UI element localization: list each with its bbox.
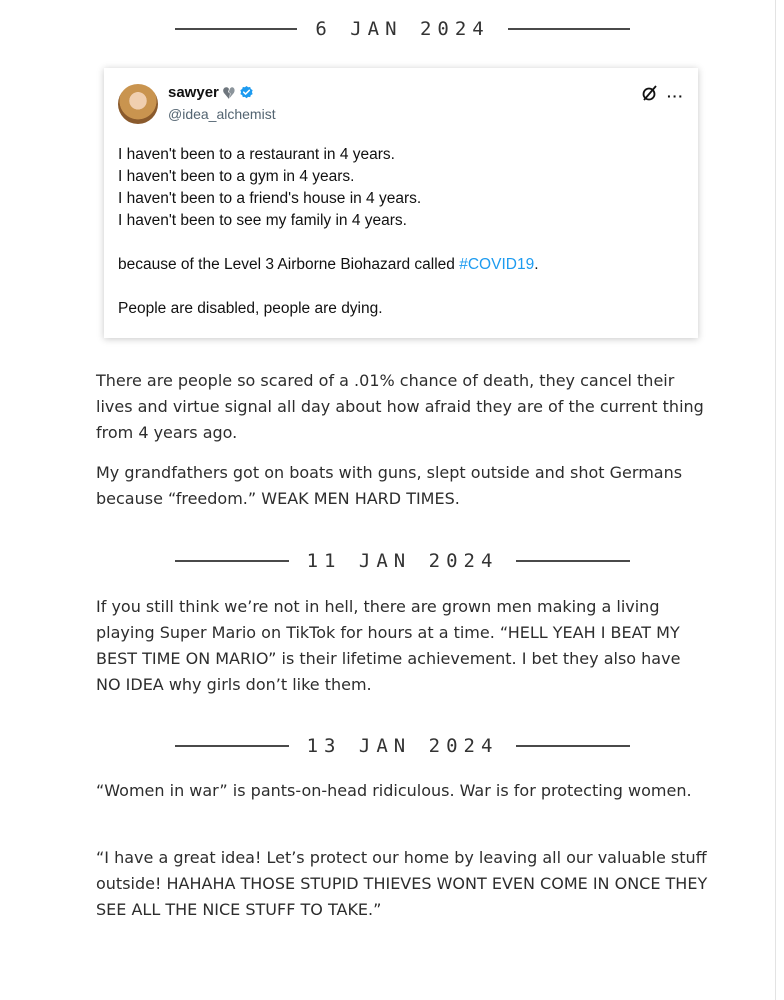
date-header-3 <box>175 732 630 760</box>
paragraph: “Women in war” is pants-on-head ridiculous. War is for protecting women. <box>96 781 692 800</box>
date-label: 6 JAN 2024 <box>315 18 490 40</box>
broken-heart-emoji-icon <box>223 86 235 100</box>
author-name[interactable]: sawyer <box>168 84 219 101</box>
avatar[interactable] <box>118 84 158 124</box>
paragraph: “I have a great idea! Let’s protect our home by leaving all our valuable stuff outside! HAHAHA THOSE STUPID THIEVES WONT EVEN COME IN ONCE THEY SEE ALL THE NICE STUFF TO TAKE.” <box>96 848 708 919</box>
date-label: 13 JAN 2024 <box>306 735 499 757</box>
page-edge <box>775 0 776 1000</box>
divider-line <box>516 745 630 747</box>
paragraph: If you still think we’re not in hell, there are grown men making a living playing Super Mario on TikTok for hours at a time. “HELL YEAH I BEAT MY BEST TIME ON MARIO” is their lifetime achievement. I bet they also have NO IDEA why girls don’t like them. <box>96 597 681 694</box>
tweet-line-text: . <box>534 256 539 273</box>
author-name-row <box>168 84 254 101</box>
date-header-2 <box>175 547 630 575</box>
tweet-line: I haven't been to see my family in 4 years. <box>118 212 407 229</box>
line-gap <box>118 232 678 254</box>
more-options-icon[interactable]: ··· <box>667 87 684 104</box>
tweet-line: I haven't been to a restaurant in 4 years. <box>118 146 395 163</box>
tweet-text <box>118 144 678 320</box>
date-header-1 <box>175 15 630 43</box>
embedded-tweet-card[interactable] <box>104 68 698 338</box>
paragraph: There are people so scared of a .01% chance of death, they cancel their lives and virtue signal all day about how afraid they are of the current thing from 4 years ago. <box>96 371 704 442</box>
tweet-line: I haven't been to a friend's house in 4 years. <box>118 190 422 207</box>
divider-line <box>508 28 630 30</box>
divider-line <box>175 560 289 562</box>
tweet-line: I haven't been to a gym in 4 years. <box>118 168 355 185</box>
tweet-actions <box>641 84 684 107</box>
author-handle[interactable]: @idea_alchemist <box>168 106 276 122</box>
tweet-line: People are disabled, people are dying. <box>118 300 383 317</box>
line-gap <box>118 276 678 298</box>
tweet-line-text: because of the Level 3 Airborne Biohazard called <box>118 256 460 273</box>
date-label: 11 JAN 2024 <box>306 550 499 572</box>
paragraph: My grandfathers got on boats with guns, slept outside and shot Germans because “freedom.” WEAK MEN HARD TIMES. <box>96 463 683 508</box>
verified-badge-icon <box>239 85 254 100</box>
grok-icon[interactable] <box>641 84 659 107</box>
divider-line <box>175 28 297 30</box>
divider-line <box>175 745 289 747</box>
hashtag-link[interactable]: #COVID19 <box>459 256 535 273</box>
divider-line <box>516 560 630 562</box>
tweet-line <box>118 254 678 276</box>
